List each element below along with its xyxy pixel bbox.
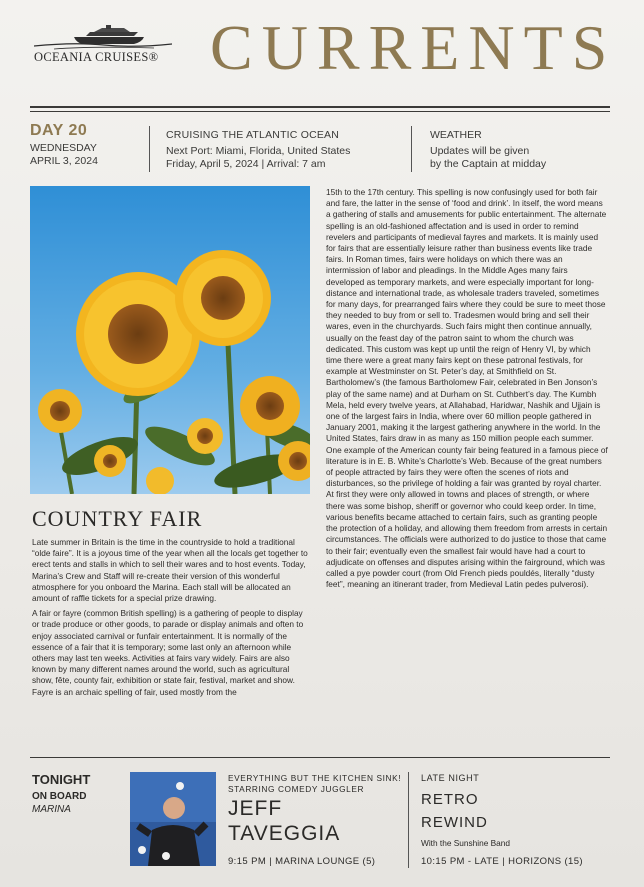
divider bbox=[30, 757, 610, 758]
on-board-label: ON BOARD bbox=[32, 791, 87, 802]
day-number: DAY 20 bbox=[30, 122, 88, 139]
show-tagline: EVERYTHING BUT THE KITCHEN SINK! bbox=[228, 773, 402, 783]
divider bbox=[149, 126, 150, 172]
divider bbox=[30, 111, 610, 112]
late-night-heading: LATE NIGHT bbox=[421, 773, 480, 783]
weekday: WEDNESDAY bbox=[30, 142, 97, 154]
weather-text: Updates will be given bbox=[430, 145, 530, 157]
next-port: Next Port: Miami, Florida, United States bbox=[166, 145, 351, 157]
newsletter-title: CURRENTS bbox=[210, 12, 617, 83]
date: APRIL 3, 2024 bbox=[30, 155, 98, 167]
cruising-heading: CRUISING THE ATLANTIC OCEAN bbox=[166, 129, 340, 141]
late-show-time: 10:15 PM - LATE | HORIZONS (15) bbox=[421, 856, 583, 867]
article-paragraph: A fair or fayre (common British spelling) is a gathering of people to display or trade produce or other goods, to parade or display animals and often to enjoy associated carnival or funfair entertainment. It is normally of the essence of a fair that it is temporary; some last only an afternoon while others may last ten weeks. Activities at fairs vary widely. Fairs are also known by many different names around the world, such as agricultural show, fête, county fair, exhibition or state fair, festival, market and show. Fayre is an archaic spelling of fair, used mostly from the bbox=[32, 608, 304, 697]
show-time: 9:15 PM | MARINA LOUNGE (5) bbox=[228, 856, 376, 867]
article-title: COUNTRY FAIR bbox=[32, 506, 203, 531]
article-right-column bbox=[326, 187, 608, 590]
article-paragraph: Late summer in Britain is the time in the countryside to hold a traditional “olde faire”. It is a joyous time of the year when all the locals get together to erect tents and stalls in which to sell their wares and to host events. Today, Marina’s Crew and Staff will re-create their version of this wonderful atmosphere for you onboard the Marina. Each stall will be allocated an amount of raffle tickets for a special prize drawing. bbox=[32, 537, 308, 604]
late-show-name: RETRO bbox=[421, 791, 479, 808]
arrival-info: Friday, April 5, 2024 | Arrival: 7 am bbox=[166, 158, 326, 170]
article-paragraph: 15th to the 17th century. This spelling is now confusingly used for both fair and fare, the latter in the sense of ‘food and drink’. In itself, the word means a gathering of stalls and amusements for public entertainment. The alternate spelling is an old-fashioned affectation and is used in order to remind revelers and participants of medieval fayres and markets. It is mainly used for fairs that are essentially leisure rather than business events like trade fairs. In Roman times, fairs were holidays on which there was an intermission of labor and pleadings. In the Middle Ages many fairs developed as temporary markets, and were especially important for long-distance and international trade, as wholesale traders traveled, sometimes for many days, for prearranged fairs where they could be sure to meet those they needed to buy from or sell to. Tradesmen would bring and sell their wares, even in the churchyards. Such fairs might then continue annually, usually on the feast day of the patron saint to whom the church was dedicated. This custom was kept up until the reign of Henry VI, by which time there were a great many fairs kept on these patronal festivals, for example at Westminster on St. Peter’s day, at Smithfield on St. Bartholomew’s (the famous Bartholomew Fair, celebrated in Ben Jonson’s play of the same name) and at Durham on St. Cuthbert’s day. The Kumbh Mela, held every twelve years, at Allahabad, Haridwar, Nashik and Ujjain is one of the largest fairs in India, where over 60 million people gathered in January 2001, making it the largest gathering anywhere in the world. In the United States, fairs draw in as many as 150 million people each summer. One example of the American county fair being featured in a famous piece of literature is in E. B. White’s Charlotte’s Web. Because of the great numbers of people attracted by fairs they were often the scenes of riots and disturbances, so the privilege of holding a fair was granted by royal charter. At first they were only allowed in towns and places of strength, or where there was some bishop, sheriff or governor who could keep order. In time, various benefits became attached to certain fairs, such as granting people the protection of a holiday, and allowing them freedom from arrests in certain circumstances. The officials were authorized to do justice to those that came to their fair; eventually even the smallest fair would have had a court to adjudicate on offenses and disputes arising within the fairground, which was called a pye powder court (from Old French pieds pouldés, literally “dusty feet”, meaning an itinerant trader, from Medieval Latin pedes pulverosi). bbox=[326, 187, 608, 590]
performer-last-name: TAVEGGIA bbox=[228, 822, 341, 845]
weather-heading: WEATHER bbox=[430, 129, 482, 141]
tonight-heading: TONIGHT bbox=[32, 772, 91, 787]
sunflowers-photo bbox=[30, 186, 310, 494]
late-show-name: REWIND bbox=[421, 814, 488, 831]
brand-name: OCEANIA CRUISES® bbox=[34, 50, 159, 64]
show-tagline: STARRING COMEDY JUGGLER bbox=[228, 784, 365, 794]
weather-text: by the Captain at midday bbox=[430, 158, 547, 170]
ship-name: MARINA bbox=[32, 804, 71, 815]
divider bbox=[408, 772, 409, 868]
late-show-band: With the Sunshine Band bbox=[421, 838, 511, 848]
divider bbox=[30, 106, 610, 108]
article-left-column bbox=[32, 537, 310, 702]
performer-photo bbox=[130, 772, 216, 866]
divider bbox=[411, 126, 412, 172]
performer-first-name: JEFF bbox=[228, 797, 283, 820]
